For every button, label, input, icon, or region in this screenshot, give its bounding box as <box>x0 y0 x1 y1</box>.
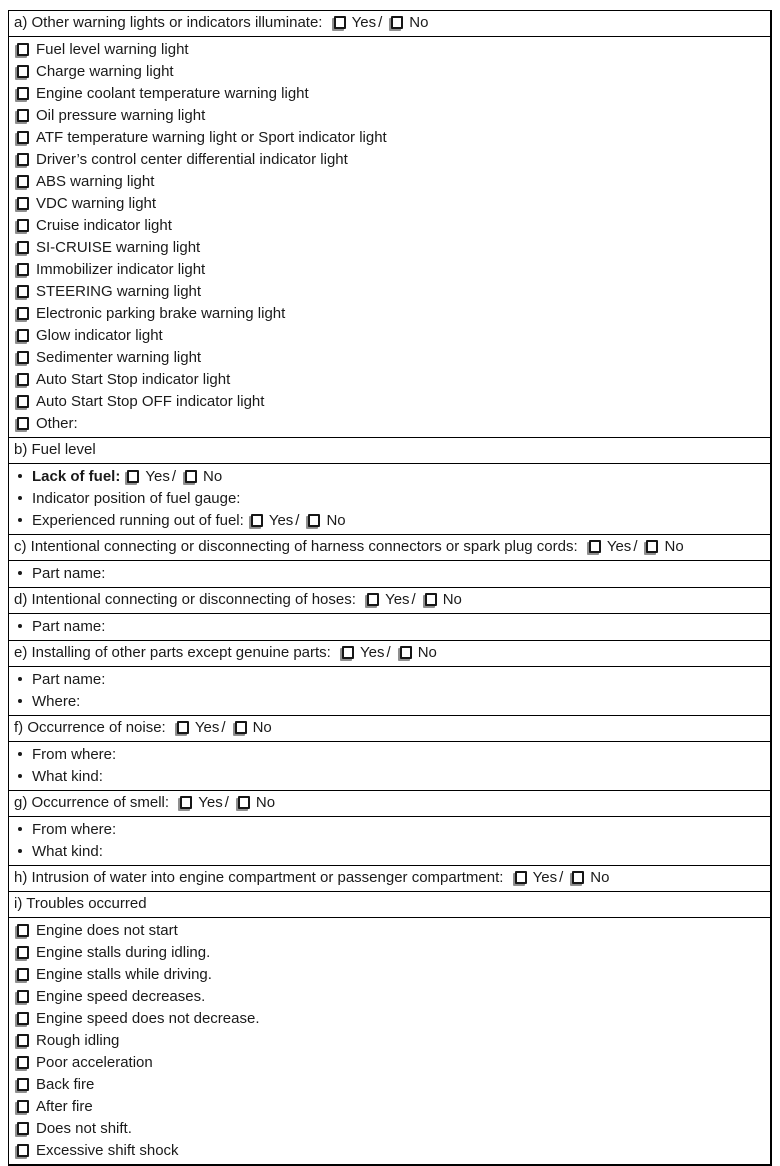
section-h-header <box>9 865 770 891</box>
bullet-item <box>14 841 765 863</box>
checkbox-icon[interactable] <box>17 109 29 122</box>
yes-checkbox-icon[interactable] <box>127 470 139 483</box>
no-checkbox-icon[interactable] <box>400 646 412 659</box>
section-d-label: d) Intentional connecting or disconnecting of hoses: <box>14 591 356 608</box>
section-i-label: i) Troubles occurred <box>14 895 147 912</box>
no-label: No <box>417 644 437 661</box>
bullet-icon <box>18 571 22 575</box>
section-c-header <box>9 534 770 560</box>
item-label: Back fire <box>36 1076 95 1093</box>
field-label: Part name: <box>32 565 106 582</box>
no-label: No <box>203 468 223 485</box>
yes-no-group <box>360 591 462 608</box>
section-d-fields <box>9 613 770 640</box>
item-label: Auto Start Stop indicator light <box>36 371 231 388</box>
list-item <box>14 1118 765 1140</box>
bullet-icon <box>18 677 22 681</box>
no-label: No <box>255 794 276 811</box>
list-item <box>14 171 765 193</box>
checkbox-icon[interactable] <box>17 968 29 981</box>
list-item <box>14 149 765 171</box>
list-item <box>14 1140 765 1162</box>
list-item <box>14 61 765 83</box>
checkbox-icon[interactable] <box>17 219 29 232</box>
warning-lights-list <box>9 36 770 437</box>
yes-label: Yes <box>145 468 170 485</box>
checkbox-icon[interactable] <box>17 351 29 364</box>
yes-checkbox-icon[interactable] <box>177 721 189 734</box>
bullet-item <box>14 691 765 713</box>
no-checkbox-icon[interactable] <box>425 593 437 606</box>
field-label: Part name: <box>32 618 106 635</box>
checkbox-icon[interactable] <box>17 43 29 56</box>
section-e-fields <box>9 666 770 715</box>
checkbox-icon[interactable] <box>17 285 29 298</box>
yes-checkbox-icon[interactable] <box>589 540 601 553</box>
item-label: Other: <box>36 415 78 432</box>
list-item <box>14 942 765 964</box>
item-label: Sedimenter warning light <box>36 349 202 366</box>
bullet-icon <box>18 474 22 478</box>
field-label: What kind: <box>32 843 103 860</box>
checkbox-icon[interactable] <box>17 417 29 430</box>
bullet-icon <box>18 774 22 778</box>
no-label: No <box>664 538 684 555</box>
yes-label: Yes <box>385 591 410 608</box>
slash-separator: / <box>633 538 638 555</box>
checkbox-icon[interactable] <box>17 924 29 937</box>
slash-separator: / <box>386 644 391 661</box>
bullet-item <box>14 669 765 691</box>
list-item <box>14 391 765 413</box>
no-checkbox-icon[interactable] <box>391 16 403 29</box>
no-checkbox-icon[interactable] <box>185 470 197 483</box>
list-item <box>14 920 765 942</box>
no-label: No <box>409 14 429 31</box>
list-item <box>14 413 765 435</box>
list-item <box>14 215 765 237</box>
checkbox-icon[interactable] <box>17 87 29 100</box>
yes-checkbox-icon[interactable] <box>367 593 379 606</box>
yes-label: Yes <box>194 719 220 736</box>
field-label: From where: <box>32 746 117 763</box>
list-item <box>14 369 765 391</box>
item-label: Engine does not start <box>36 922 178 939</box>
field-label: From where: <box>32 821 117 838</box>
item-label: Poor acceleration <box>36 1054 153 1071</box>
item-label: Rough idling <box>36 1032 120 1049</box>
bullet-icon <box>18 849 22 853</box>
checkbox-icon[interactable] <box>17 1078 29 1091</box>
list-item <box>14 1074 765 1096</box>
list-item <box>14 105 765 127</box>
yes-checkbox-icon[interactable] <box>180 796 192 809</box>
diagnostic-checklist-table <box>8 10 772 1166</box>
checkbox-icon[interactable] <box>17 307 29 320</box>
checkbox-icon[interactable] <box>17 946 29 959</box>
slash-separator: / <box>411 591 416 608</box>
yes-no-group <box>170 719 272 736</box>
yes-label: Yes <box>606 538 632 555</box>
fuel-level-list <box>9 463 770 534</box>
no-checkbox-icon[interactable] <box>235 721 247 734</box>
item-label: Auto Start Stop OFF indicator light <box>36 393 265 410</box>
checkbox-icon[interactable] <box>17 1056 29 1069</box>
no-checkbox-icon[interactable] <box>238 796 250 809</box>
item-label: SI-CRUISE warning light <box>36 239 201 256</box>
checkbox-icon[interactable] <box>17 1012 29 1025</box>
section-f-fields <box>9 741 770 790</box>
checkbox-icon[interactable] <box>17 1122 29 1135</box>
item-label: Engine speed does not decrease. <box>36 1010 260 1027</box>
bullet-item <box>14 819 765 841</box>
yes-checkbox-icon[interactable] <box>515 871 527 884</box>
item-label: Cruise indicator light <box>36 217 172 234</box>
list-item <box>14 964 765 986</box>
item-label: Electronic parking brake warning light <box>36 305 286 322</box>
list-item <box>14 1030 765 1052</box>
bullet-item <box>14 744 765 766</box>
slash-separator: / <box>171 468 177 485</box>
checkbox-icon[interactable] <box>17 131 29 144</box>
checkbox-icon[interactable] <box>17 395 29 408</box>
item-label: ABS warning light <box>36 173 155 190</box>
yes-label: Yes <box>198 794 223 811</box>
item-label: VDC warning light <box>36 195 157 212</box>
item-label: Immobilizer indicator light <box>36 261 206 278</box>
field-label: Indicator position of fuel gauge: <box>32 490 241 507</box>
list-item <box>14 259 765 281</box>
field-label: Experienced running out of fuel: <box>32 512 244 529</box>
list-item <box>14 281 765 303</box>
checkbox-icon[interactable] <box>17 197 29 210</box>
yes-no-group <box>327 14 429 31</box>
yes-checkbox-icon[interactable] <box>251 514 263 527</box>
slash-separator: / <box>295 512 300 529</box>
section-b-header <box>9 437 770 463</box>
checkbox-icon[interactable] <box>17 373 29 386</box>
bullet-icon <box>18 752 22 756</box>
item-label: Does not shift. <box>36 1120 132 1137</box>
bullet-item <box>14 616 765 638</box>
item-label: STEERING warning light <box>36 283 202 300</box>
section-b-label: b) Fuel level <box>14 441 96 458</box>
section-i-header <box>9 891 770 917</box>
item-label: Driver’s control center differential indicator light <box>36 151 348 168</box>
item-label: Engine coolant temperature warning light <box>36 85 309 102</box>
section-e-header <box>9 640 770 666</box>
bullet-icon <box>18 699 22 703</box>
item-label: Charge warning light <box>36 63 174 80</box>
bullet-icon <box>18 827 22 831</box>
slash-separator: / <box>221 719 226 736</box>
section-a-header <box>9 11 770 36</box>
checkbox-icon[interactable] <box>17 175 29 188</box>
section-g-fields <box>9 816 770 865</box>
yes-label: Yes <box>351 14 377 31</box>
section-g-header <box>9 790 770 816</box>
no-checkbox-icon[interactable] <box>308 514 320 527</box>
item-label: Engine speed decreases. <box>36 988 206 1005</box>
item-label: Glow indicator light <box>36 327 163 344</box>
yes-no-group <box>582 538 684 555</box>
list-item <box>14 237 765 259</box>
item-label: Engine stalls while driving. <box>36 966 212 983</box>
field-label: Where: <box>32 693 81 710</box>
checkbox-icon[interactable] <box>17 1034 29 1047</box>
section-f-header <box>9 715 770 741</box>
bullet-icon <box>18 496 22 500</box>
slash-separator: / <box>224 794 229 811</box>
bullet-icon <box>18 624 22 628</box>
list-item <box>14 127 765 149</box>
yes-no-group <box>120 468 222 485</box>
item-label: ATF temperature warning light or Sport indicator light <box>36 129 387 146</box>
section-d-header <box>9 587 770 613</box>
field-label: Part name: <box>32 671 106 688</box>
section-c-fields <box>9 560 770 587</box>
yes-label: Yes <box>532 869 558 886</box>
checkbox-icon[interactable] <box>17 241 29 254</box>
slash-separator: / <box>378 14 383 31</box>
bullet-icon <box>18 518 22 522</box>
list-item <box>14 325 765 347</box>
slash-separator: / <box>559 869 564 886</box>
yes-checkbox-icon[interactable] <box>334 16 346 29</box>
yes-no-group <box>335 644 437 661</box>
checkbox-icon[interactable] <box>17 153 29 166</box>
list-item <box>14 1096 765 1118</box>
section-a-label: a) Other warning lights or indicators illuminate: <box>14 14 323 31</box>
no-label: No <box>442 591 462 608</box>
list-item <box>14 986 765 1008</box>
no-label: No <box>590 869 610 886</box>
no-label: No <box>252 719 272 736</box>
yes-no-group <box>244 512 346 529</box>
bullet-item <box>14 766 765 788</box>
bullet-item <box>14 488 765 510</box>
list-item <box>14 193 765 215</box>
list-item <box>14 347 765 369</box>
yes-label: Yes <box>268 512 294 529</box>
item-label: Engine stalls during idling. <box>36 944 211 961</box>
no-checkbox-icon[interactable] <box>646 540 658 553</box>
section-c-label: c) Intentional connecting or disconnecting of harness connectors or spark plug cords: <box>14 538 578 555</box>
yes-no-group <box>173 794 275 811</box>
troubles-list <box>9 917 770 1164</box>
no-checkbox-icon[interactable] <box>572 871 584 884</box>
item-label: After fire <box>36 1098 93 1115</box>
checkbox-icon[interactable] <box>17 1100 29 1113</box>
section-h-label: h) Intrusion of water into engine compartment or passenger compartment: <box>14 869 504 886</box>
list-item <box>14 1008 765 1030</box>
field-label: What kind: <box>32 768 103 785</box>
field-label: Lack of fuel: <box>32 468 121 485</box>
yes-checkbox-icon[interactable] <box>342 646 354 659</box>
list-item <box>14 1052 765 1074</box>
item-label: Fuel level warning light <box>36 41 189 58</box>
item-label: Excessive shift shock <box>36 1142 179 1159</box>
bullet-item <box>14 563 765 585</box>
checkbox-icon[interactable] <box>17 263 29 276</box>
checkbox-icon[interactable] <box>17 990 29 1003</box>
checkbox-icon[interactable] <box>17 65 29 78</box>
section-f-label: f) Occurrence of noise: <box>14 719 166 736</box>
no-label: No <box>326 512 346 529</box>
list-item <box>14 83 765 105</box>
item-label: Oil pressure warning light <box>36 107 206 124</box>
list-item <box>14 303 765 325</box>
bullet-item <box>14 466 765 488</box>
bullet-item <box>14 510 765 532</box>
yes-no-group <box>508 869 610 886</box>
section-g-label: g) Occurrence of smell: <box>14 794 170 811</box>
yes-label: Yes <box>360 644 385 661</box>
checkbox-icon[interactable] <box>17 329 29 342</box>
section-e-label: e) Installing of other parts except genuine parts: <box>14 644 331 661</box>
list-item <box>14 39 765 61</box>
